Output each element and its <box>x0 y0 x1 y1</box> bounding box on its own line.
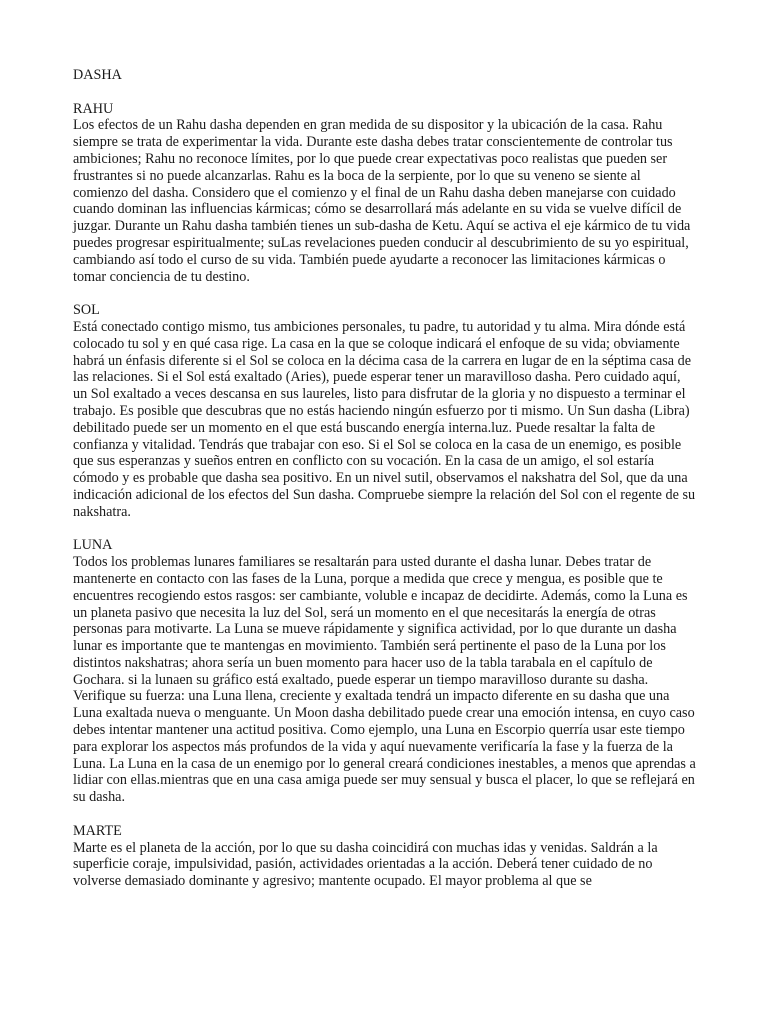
section-marte <box>73 823 696 890</box>
section-heading-luna: LUNA <box>73 537 113 554</box>
section-body-sol: Está conectado contigo mismo, tus ambiciones personales, tu padre, tu autoridad y tu alma. Mira dónde está colocado tu sol y en qué casa rige. La casa en la que se coloque indicará el enfoque de su vida; obviamente habrá un énfasis diferente si el Sol se coloca en la décima casa de la carrera en lugar de en la séptima casa de las relaciones. Si el Sol está exaltado (Aries), puede esperar tener un maravilloso dasha. Pero cuidado aquí, un Sol exaltado a veces descansa en sus laureles, listo para disfrutar de la gloria y no dispuesto a terminar el trabajo. Es posible que descubras que no estás haciendo ningún esfuerzo por ti mismo. Un Sun dasha (Libra) debilitado puede ser un momento en el que está buscando energía interna.luz. Puede resaltar la falta de confianza y vitalidad. Tendrás que trabajar con eso. Si el Sol se coloca en la casa de un enemigo, es posible que sus esperanzas y sueños entren en conflicto con su vocación. En la casa de un amigo, el sol estaría cómodo y es probable que dasha sea positivo. En un nivel sutil, observamos el nakshatra del Sol, que da una indicación adicional de los efectos del Sun dasha. Compruebe siempre la relación del Sol con el regente de su nakshatra. <box>73 318 696 520</box>
document-title: DASHA <box>73 67 122 83</box>
section-heading-marte: MARTE <box>73 822 122 839</box>
section-heading-rahu: RAHU <box>73 100 114 117</box>
section-luna <box>73 537 696 806</box>
section-body-luna: Todos los problemas lunares familiares se resaltarán para usted durante el dasha lunar. Debes tratar de mantenerte en contacto con las fases de la Luna, porque a medida que crece y mengua, es posible que te encuentres recogiendo estos rasgos: ser cambiante, voluble e incapaz de decidirte. Además, como la Luna es un planeta pasivo que necesita la luz del Sol, será un momento en el que necesitarás la energía de otras personas para motivarte. La Luna se mueve rápidamente y significa actividad, por lo que durante un dasha lunar es importante que te mantengas en movimiento. También será pertinente el paso de la Luna por los distintos nakshatras; ahora sería un buen momento para hacer uso de la tabla tarabala en el capítulo de Gochara. si la lunaen su gráfico está exaltado, puede esperar un tiempo maravilloso durante su dasha. Verifique su fuerza: una Luna llena, creciente y exaltada tendrá un impacto diferente en su dasha que una Luna exaltada nueva o menguante. Un Moon dasha debilitado puede crear una emoción intensa, en cuyo caso debes intentar mantener una actitud positiva. Como ejemplo, una Luna en Escorpio querría usar este tiempo para explorar los aspectos más profundos de la vida y aquí nuevamente verificaría la fase y la fuerza de la Luna. La Luna en la casa de un enemigo por lo general creará condiciones inestables, a menos que aprendas a lidiar con ellas.mientras que en una casa amiga puede ser muy sensual y busca el placer, lo que se reflejará en su dasha. <box>73 554 696 806</box>
section-body-marte: Marte es el planeta de la acción, por lo que su dasha coincidirá con muchas idas y venidas. Saldrán a la superficie coraje, impulsividad, pasión, actividades orientadas a la acción. Deberá tener cuidado de no volverse demasiado dominante y agresivo; mantente ocupado. El mayor problema al que se <box>73 839 658 890</box>
section-body-rahu: Los efectos de un Rahu dasha dependen en gran medida de su dispositor y la ubicación de la casa. Rahu siempre se trata de experimentar la vida. Durante este dasha debes tratar conscientemente de controlar tus ambiciones; Rahu no reconoce límites, por lo que puede crear expectativas poco realistas que pueden ser frustrantes si no puede alcanzarlas. Rahu es la boca de la serpiente, por lo que su veneno se siente al comienzo del dasha. Considero que el comienzo y el final de un Rahu dasha deben manejarse con cuidado cuando dominan las influencias kármicas; cómo se desarrollará más adelante en su vida se vuelve difícil de juzgar. Durante un Rahu dasha también tienes un sub-dasha de Ketu. Aquí se activa el eje kármico de tu vida puedes progresar espiritualmente; suLas revelaciones pueden conducir al descubrimiento de su yo espiritual, cambiando así todo el curso de su vida. También puede ayudarte a reconocer las limitaciones kármicas o tomar conciencia de tu destino. <box>73 117 691 285</box>
section-rahu <box>73 101 696 286</box>
section-heading-sol: SOL <box>73 302 100 319</box>
section-sol <box>73 302 696 520</box>
document-page <box>73 67 696 907</box>
